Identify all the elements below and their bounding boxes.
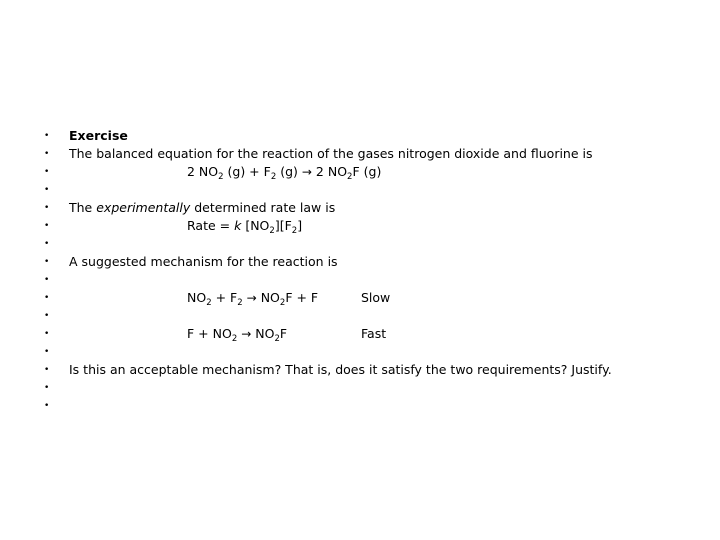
- bullet: •: [44, 383, 50, 393]
- bullet: •: [44, 167, 50, 177]
- exercise-title: Exercise: [69, 128, 128, 143]
- bullet: •: [44, 257, 50, 267]
- bullet: •: [44, 401, 50, 411]
- step-2-rate-label: Fast: [361, 326, 387, 341]
- mechanism-step-2: $F + NO_2 \to NO_2F$: [187, 326, 288, 344]
- bullet: •: [44, 239, 50, 249]
- rate-law: Rate = k $[NO_2][F_2]$: [187, 218, 303, 236]
- balanced-equation: 2 $NO_2$ $(g) + F_2$ (g) → 2 $NO_2F$ (g): [187, 164, 382, 182]
- bullet: •: [44, 293, 50, 303]
- reaction-arrow-icon: →: [246, 291, 257, 305]
- step-1-rate-label: Slow: [361, 290, 391, 305]
- reaction-arrow-icon: →: [241, 327, 252, 341]
- mechanism-step-1: $NO_2 + F_2 \to NO_2F + F$: [187, 290, 319, 308]
- question-text: Is this an acceptable mechanism? That is, does it satisfy the two requirements? Justify.: [69, 362, 612, 377]
- bullet: •: [44, 365, 50, 375]
- bullet: •: [44, 131, 50, 141]
- bullet: •: [44, 149, 50, 159]
- bullet: •: [44, 185, 50, 195]
- bullet: •: [44, 347, 50, 357]
- bullet: •: [44, 203, 50, 213]
- bullet: •: [44, 221, 50, 231]
- mechanism-intro: A suggested mechanism for the reaction is: [69, 254, 338, 269]
- bullet: •: [44, 311, 50, 321]
- bullet: •: [44, 275, 50, 285]
- reaction-arrow-icon: →: [301, 165, 312, 179]
- intro-text: The balanced equation for the reaction of the gases nitrogen dioxide and fluorine is: [69, 146, 593, 161]
- bullet: •: [44, 329, 50, 339]
- rate-law-intro: The experimentally determined rate law is: [69, 200, 336, 215]
